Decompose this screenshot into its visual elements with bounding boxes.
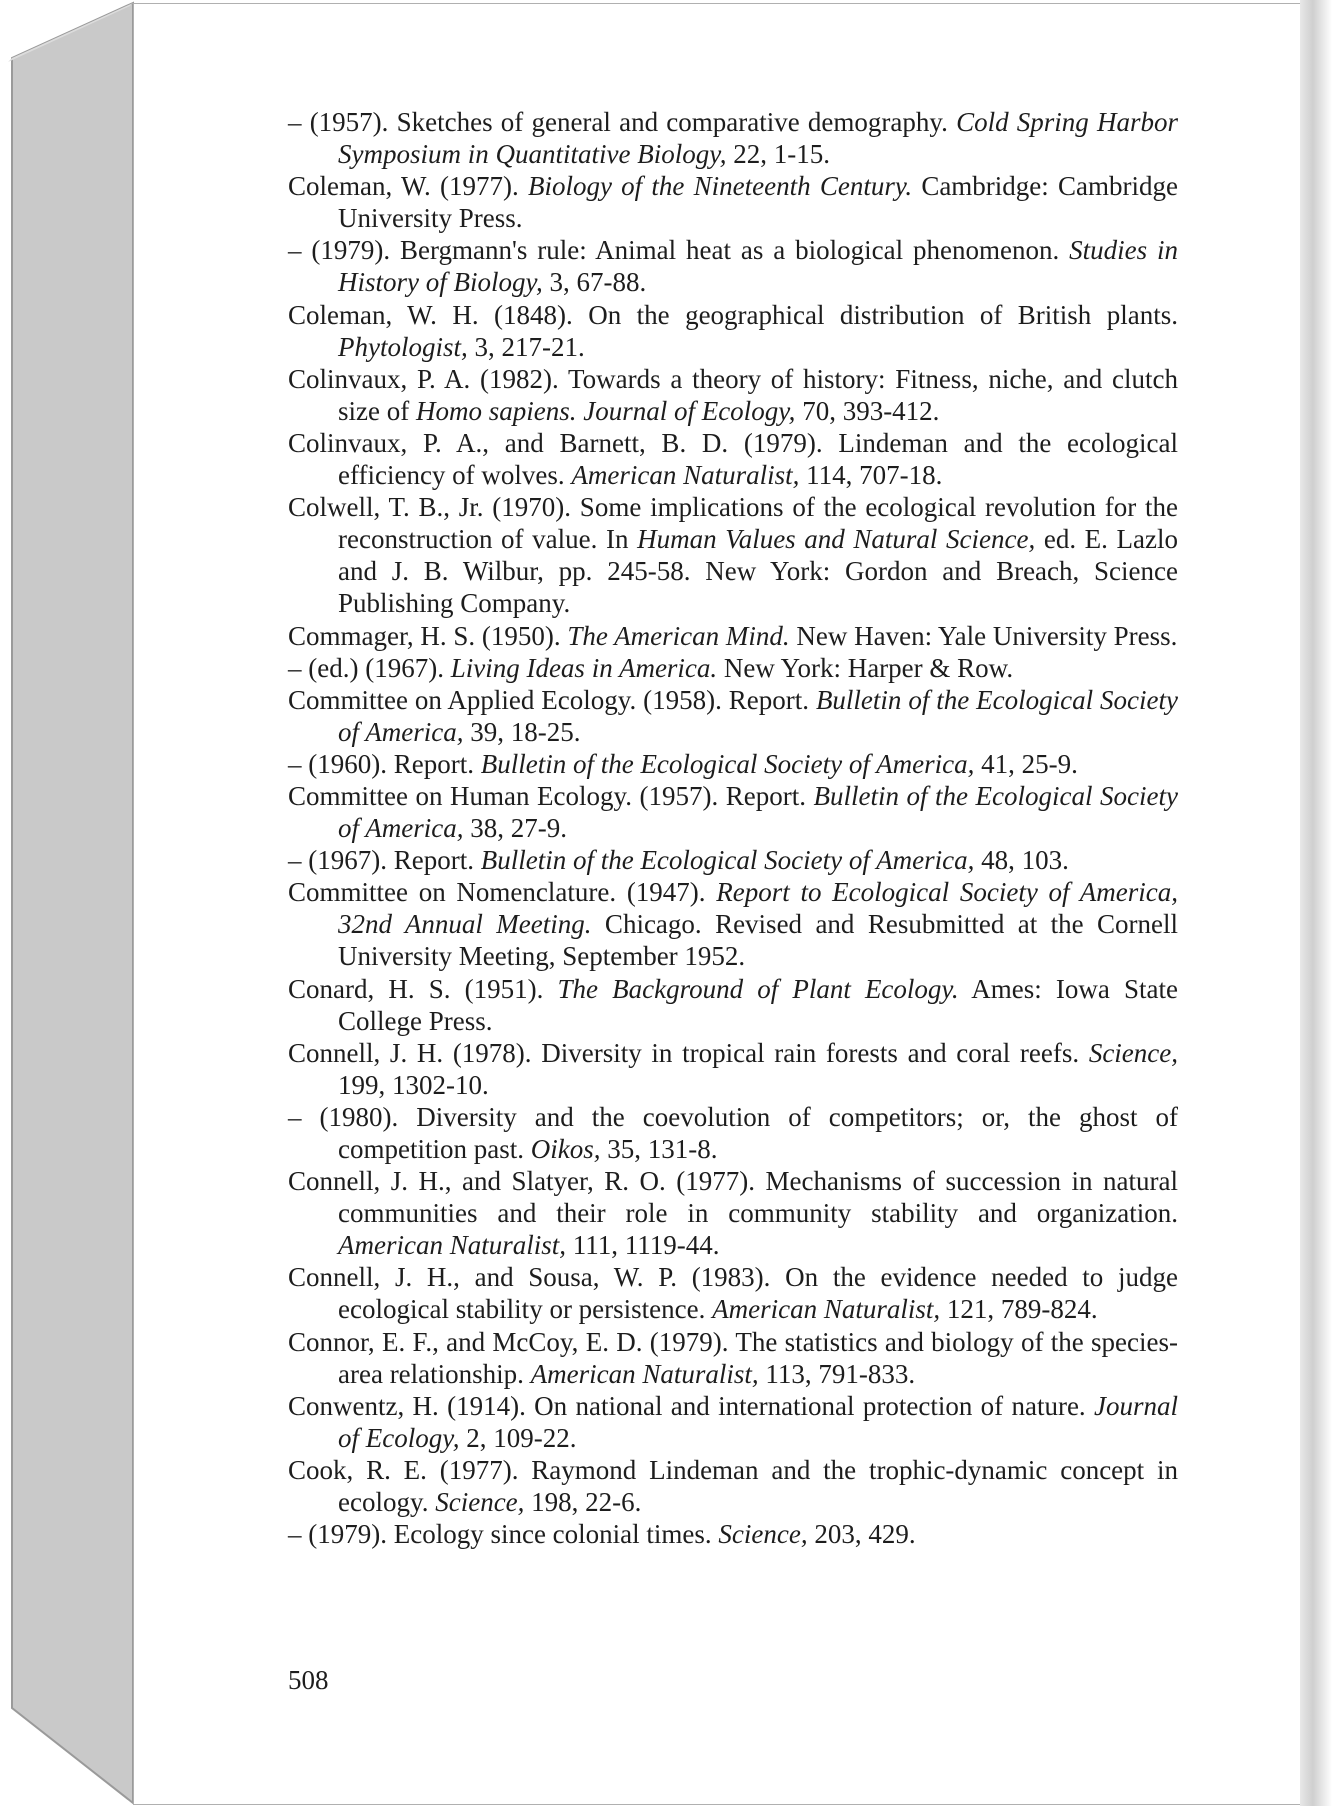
reference-list xyxy=(288,106,1178,1550)
reference-title: Bulletin of the Ecological Society of America, xyxy=(338,780,1178,844)
reference-text: New Haven: Yale University Press. xyxy=(789,620,1178,651)
reference-title: The American Mind. xyxy=(567,620,790,651)
book-spine xyxy=(0,0,136,1806)
reference-text: 121, 789-824. xyxy=(940,1294,1098,1325)
reference-entry xyxy=(288,1518,1178,1550)
reference-text: Committee on Applied Ecology. (1958). Report. xyxy=(288,684,816,715)
reference-text: 203, 429. xyxy=(807,1519,916,1550)
reference-text: Coleman, W. H. (1848). On the geographical distribution of British plants. xyxy=(288,299,1178,330)
reference-text: 113, 791-833. xyxy=(758,1358,916,1389)
reference-text: ed. E. Lazlo and J. B. Wilbur, pp. 245-58. New York: Gordon and Breach, Science Publishing Company. xyxy=(338,524,1178,619)
reference-text: – (1967). Report. xyxy=(288,845,481,876)
reference-entry xyxy=(288,748,1178,780)
reference-text: – (1979). Ecology since colonial times. xyxy=(288,1519,719,1550)
reference-text: Connor, E. F., and McCoy, E. D. (1979). The statistics and biology of the species-area relationship. xyxy=(288,1326,1178,1389)
reference-text: Colinvaux, P. A., and Barnett, B. D. (1979). Lindeman and the ecological efficiency of wolves. xyxy=(288,427,1178,491)
reference-text: 70, 393-412. xyxy=(795,395,940,426)
page-number: 508 xyxy=(288,1665,329,1695)
reference-entry xyxy=(288,1390,1178,1454)
reference-title: Living Ideas in America. xyxy=(450,652,718,683)
reference-title: Journal of Ecology, xyxy=(338,1390,1178,1453)
reference-entry xyxy=(288,1326,1178,1390)
reference-entry xyxy=(288,684,1178,748)
reference-text: 3, 217-21. xyxy=(467,331,585,362)
reference-entry xyxy=(288,1101,1178,1165)
reference-title: Bulletin of the Ecological Society of America, xyxy=(338,684,1179,747)
reference-text: Chicago. Revised and Resubmitted at the Cornell University Meeting, September 1952. xyxy=(338,909,1178,972)
reference-title: The Background of Plant Ecology. xyxy=(557,973,959,1004)
reference-title: American Naturalist, xyxy=(338,1230,566,1261)
reference-entry xyxy=(288,1454,1178,1518)
reference-text: 39, 18-25. xyxy=(463,716,581,747)
reference-text: Cambridge: Cambridge University Press. xyxy=(338,171,1178,234)
reference-title: Science, xyxy=(1088,1037,1178,1068)
reference-title: Studies in History of Biology, xyxy=(338,235,1178,298)
reference-entry xyxy=(288,1165,1178,1261)
reference-text: 35, 131-8. xyxy=(600,1134,718,1164)
reference-text: 111, 1119-44. xyxy=(566,1230,720,1261)
reference-title: Bulletin of the Ecological Society of America, xyxy=(480,748,975,779)
reference-text: – (1980). Diversity and the coevolution of competitors; or, the ghost of competition past. xyxy=(288,1101,1178,1164)
reference-text: New York: Harper & Row. xyxy=(717,652,1014,683)
reference-text: – (1979). Bergmann's rule: Animal heat as a biological phenomenon. xyxy=(288,235,1070,266)
reference-text: Connell, J. H. (1978). Diversity in tropical rain forests and coral reefs. xyxy=(288,1037,1089,1068)
reference-text: – (ed.) (1967). xyxy=(288,652,451,683)
reference-text: Connell, J. H., and Sousa, W. P. (1983). On the evidence needed to judge ecological stability or persistence. xyxy=(288,1262,1178,1325)
reference-entry xyxy=(288,299,1178,363)
page-edge-shadow xyxy=(1300,0,1332,1806)
reference-entry xyxy=(288,973,1178,1037)
reference-text: 3, 67-88. xyxy=(542,267,647,298)
reference-entry xyxy=(288,1261,1178,1325)
reference-text: Ames: Iowa State College Press. xyxy=(338,973,1179,1036)
reference-entry xyxy=(288,780,1178,844)
reference-text: 48, 103. xyxy=(974,845,1069,876)
reference-text: 199, 1302-10. xyxy=(338,1069,489,1100)
reference-text: Colinvaux, P. A. (1982). Towards a theory of history: Fitness, niche, and clutch size of xyxy=(288,363,1178,426)
reference-text: Committee on Nomenclature. (1947). xyxy=(288,877,717,908)
reference-text: 38, 27-9. xyxy=(463,813,567,844)
reference-title: American Naturalist, xyxy=(571,460,800,491)
reference-title: Phytologist, xyxy=(338,331,468,362)
reference-entry xyxy=(288,876,1178,972)
reference-text: Cook, R. E. (1977). Raymond Lindeman and the trophic-dynamic concept in ecology. xyxy=(288,1454,1178,1518)
reference-title: Science, xyxy=(435,1487,525,1518)
reference-text: – (1960). Report. xyxy=(288,748,481,779)
reference-text: Conard, H. S. (1951). xyxy=(288,973,558,1004)
reference-title: Science, xyxy=(718,1519,808,1550)
reference-text: Committee on Human Ecology. (1957). Report. xyxy=(288,780,814,811)
reference-text: Commager, H. S. (1950). xyxy=(288,620,568,651)
reference-title: American Naturalist, xyxy=(712,1294,941,1325)
reference-entry xyxy=(288,170,1178,234)
reference-entry xyxy=(288,652,1178,684)
reference-title: Bulletin of the Ecological Society of America, xyxy=(480,845,975,876)
reference-title: Biology of the Nineteenth Century. xyxy=(527,171,913,202)
reference-entry xyxy=(288,844,1178,876)
reference-text: Conwentz, H. (1914). On national and international protection of nature. xyxy=(288,1390,1094,1421)
reference-title: Oikos, xyxy=(530,1134,601,1164)
reference-text: Coleman, W. (1977). xyxy=(288,171,528,202)
reference-text: Colwell, T. B., Jr. (1970). Some implications of the ecological revolution for the reconstruction of value. In xyxy=(288,492,1178,555)
reference-title: Report to Ecological Society of America, 32nd Annual Meeting. xyxy=(338,877,1178,940)
reference-entry xyxy=(288,363,1178,427)
reference-text: 114, 707-18. xyxy=(799,460,943,491)
reference-title: Homo sapiens. Journal of Ecology, xyxy=(415,395,796,426)
reference-entry xyxy=(288,106,1178,170)
reference-text: 41, 25-9. xyxy=(974,748,1078,779)
reference-entry xyxy=(288,620,1178,652)
reference-entry xyxy=(288,491,1178,619)
reference-text: 198, 22-6. xyxy=(524,1487,642,1518)
reference-title: Human Values and Natural Science, xyxy=(637,524,1036,555)
reference-entry xyxy=(288,234,1178,298)
reference-text: Connell, J. H., and Slatyer, R. O. (1977). Mechanisms of succession in natural communities and their role in community stability and organization. xyxy=(288,1166,1178,1229)
reference-text: 2, 109-22. xyxy=(459,1422,577,1453)
reference-text: – (1957). Sketches of general and comparative demography. xyxy=(288,107,957,137)
reference-title: American Naturalist, xyxy=(530,1358,759,1389)
reference-entry xyxy=(288,1037,1178,1101)
reference-entry xyxy=(288,427,1178,491)
reference-text: 22, 1-15. xyxy=(726,139,830,170)
reference-title: Cold Spring Harbor Symposium in Quantitative Biology, xyxy=(338,107,1178,170)
